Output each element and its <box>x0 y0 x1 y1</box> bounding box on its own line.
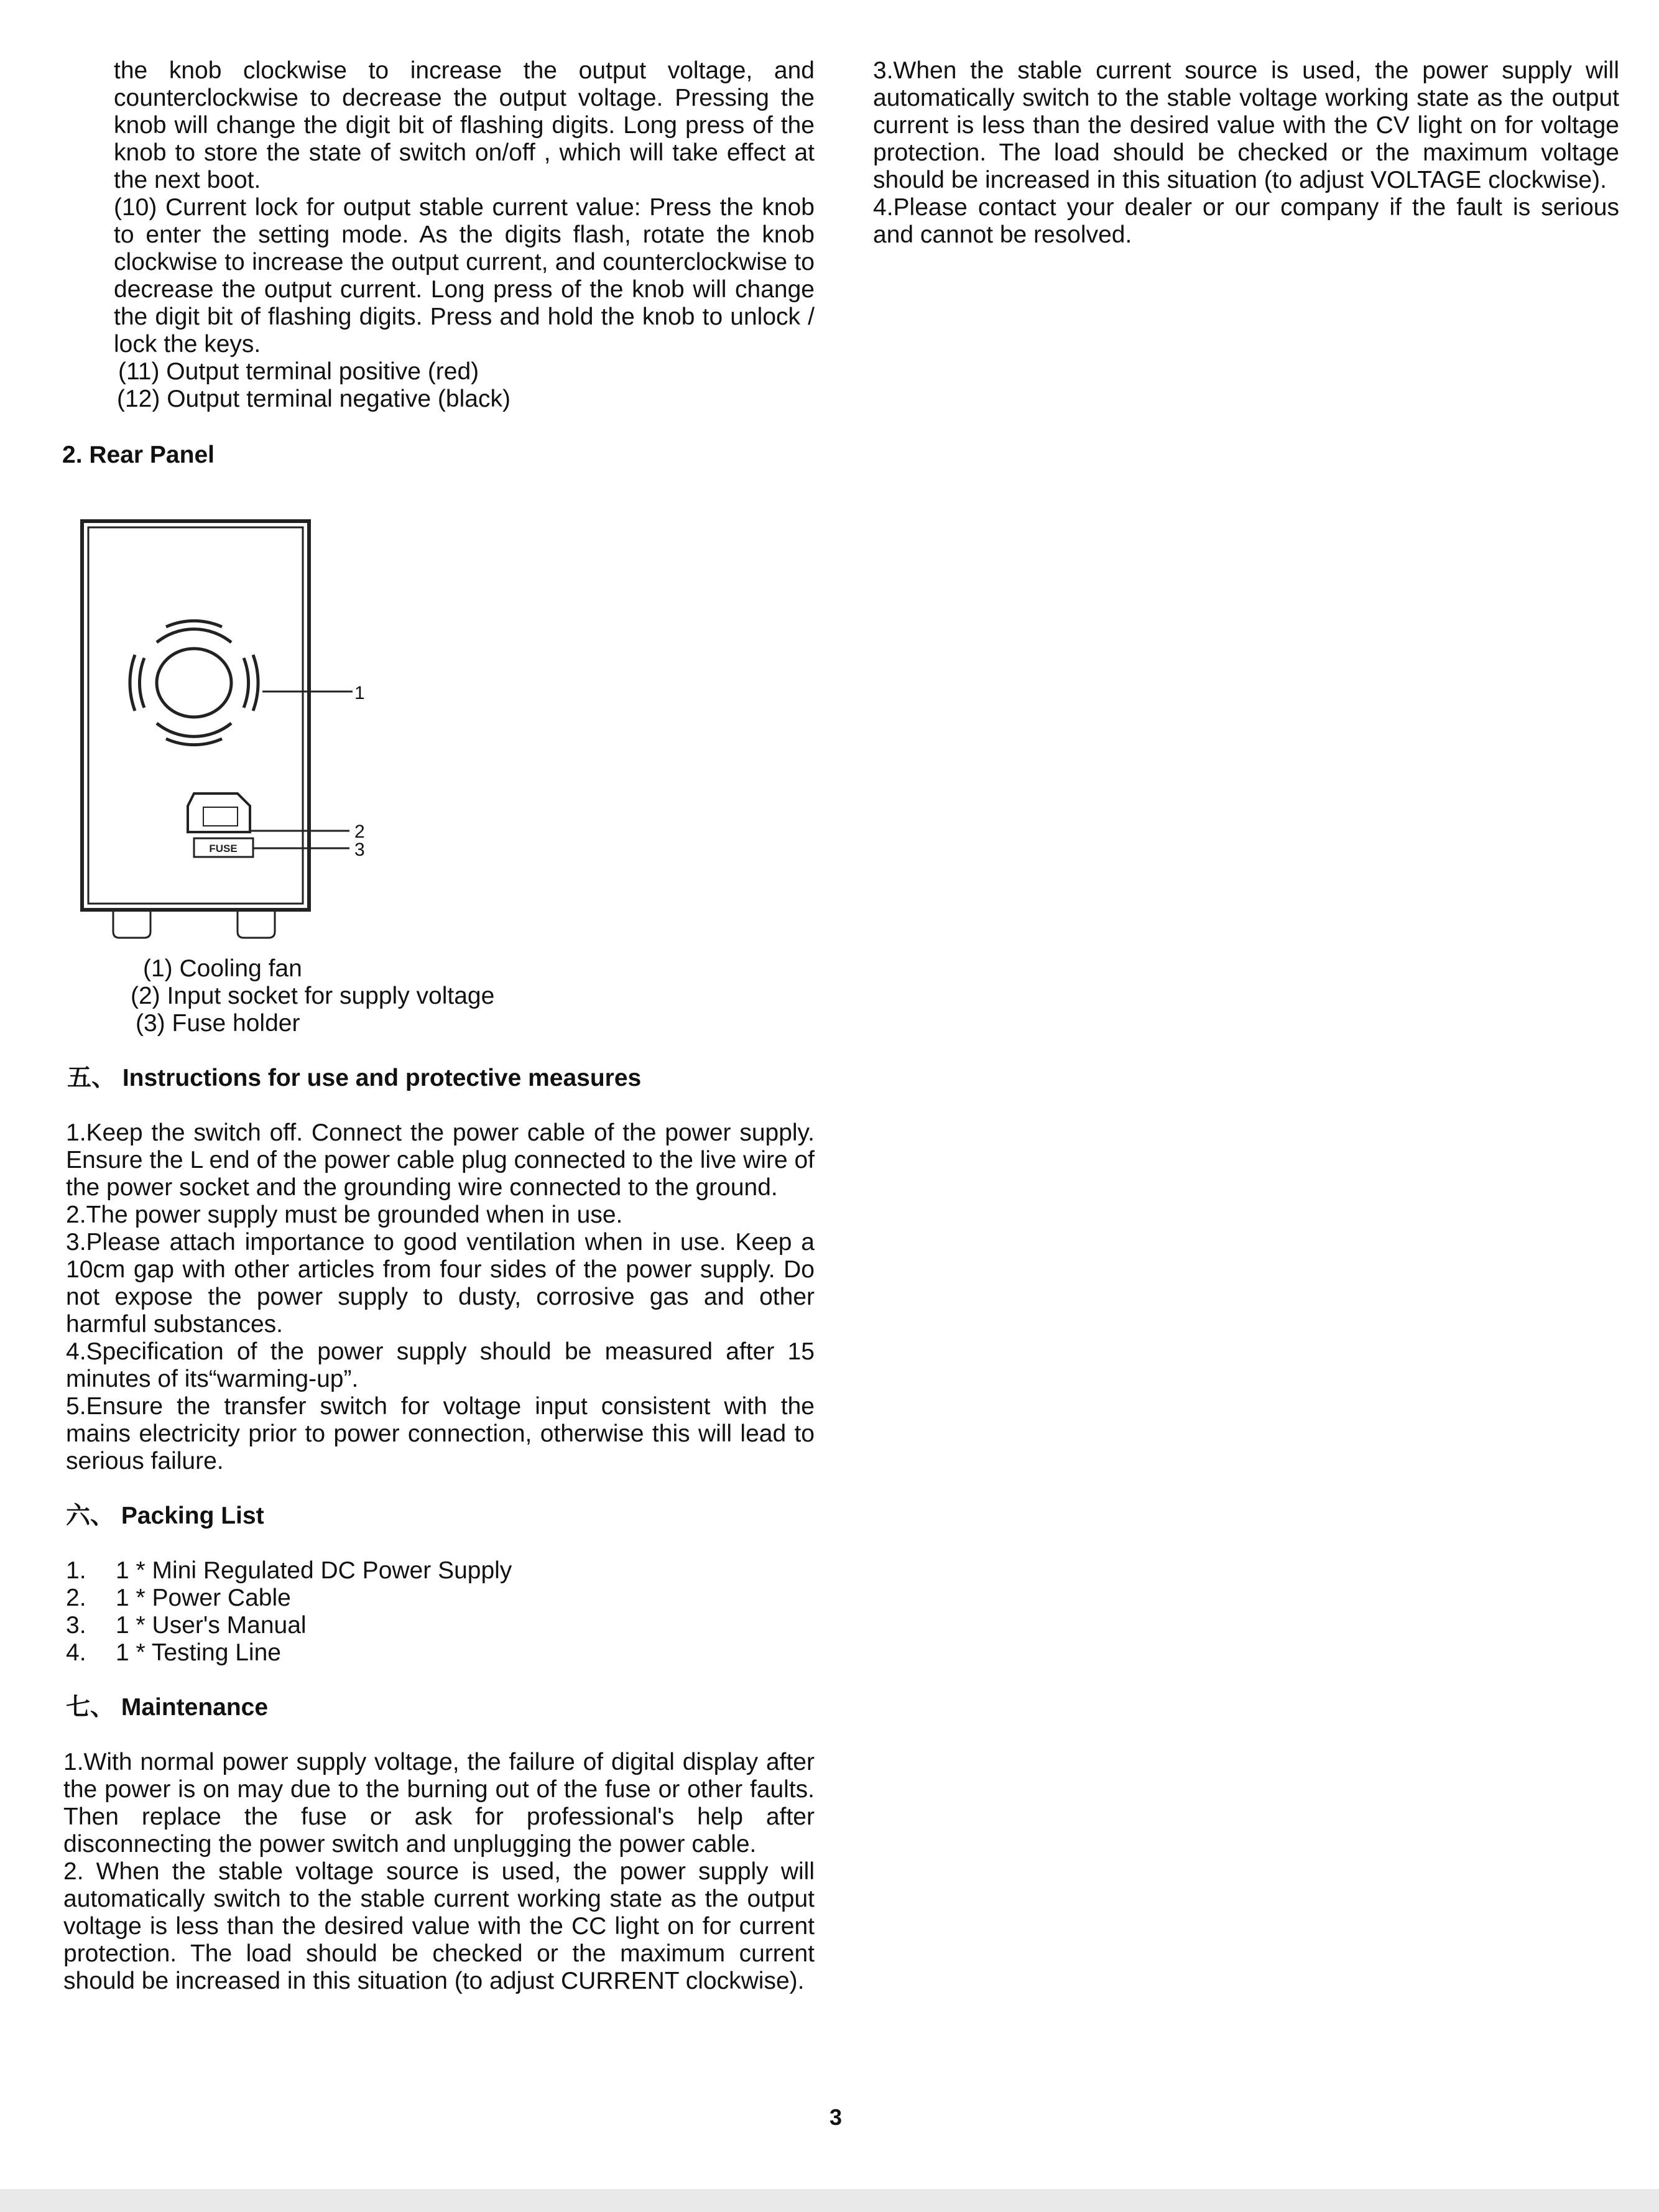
packing-list-item: 2. 1 * Power Cable <box>66 1585 291 1611</box>
packing-list-item: 1. 1 * Mini Regulated DC Power Supply <box>66 1557 512 1584</box>
rear-panel-heading: 2. Rear Panel <box>62 442 215 468</box>
section7-item-1: 1.With normal power supply voltage, the failure of digital display after the power is on may due to the burning out of the fuse or other faults. Then replace the fuse or ask for professional's help after disconnecting the power switch and unplugging the power cable. <box>63 1749 815 1858</box>
callout-1-label: 1 <box>354 683 365 703</box>
section7-body-left <box>62 1749 815 1995</box>
item-11-terminal-positive: (11) Output terminal positive (red) <box>118 358 479 385</box>
item-10-current-lock: (10) Current lock for output stable current value: Press the knob to enter the setting mode. As the digits flash, rotate the knob clockwise to increase the output current, and counterclockwise to decrease the output current. Long press of the knob will change the digit bit of flashing digits. Press and hold the knob to unlock / lock the keys. <box>114 194 815 358</box>
section5-body <box>62 1119 815 1475</box>
legend-item-3: (3) Fuse holder <box>136 1010 300 1037</box>
scan-bottom-edge <box>0 2189 1659 2212</box>
item-12-terminal-negative: (12) Output terminal negative (black) <box>117 386 511 412</box>
section7-item-3: 3.When the stable current source is used, the power supply will automatically switch to the stable voltage working state as the output current is less than the desired value with the CV light on for voltage protection. The load should be checked or the maximum voltage should be increased in this situation (to adjust VOLTAGE clockwise). <box>873 57 1619 193</box>
section7-item-4: 4.Please contact your dealer or our company if the fault is serious and cannot be resolved. <box>873 194 1619 248</box>
packing-list <box>66 1557 815 1667</box>
callout-3-label: 3 <box>354 840 365 860</box>
section5-heading: 五、 Instructions for use and protective measures <box>67 1065 642 1091</box>
rear-panel-legend <box>62 955 815 1037</box>
section5-item-3: 3.Please attach importance to good ventilation when in use. Keep a 10cm gap with other articles from four sides of the power supply. Do not expose the power supply to dusty, corrosive gas and other harmful substances. <box>66 1229 815 1338</box>
legend-item-2: (2) Input socket for supply voltage <box>131 983 495 1009</box>
section7-item-2: 2. When the stable voltage source is used, the power supply will automatically switch to the stable current working state as the output voltage is less than the desired value with the CC light on for current protection. The load should be checked or the maximum current should be increased in this situation (to adjust CURRENT clockwise). <box>63 1858 815 1994</box>
callout-2-label: 2 <box>354 821 365 842</box>
page-number: 3 <box>829 2104 843 2130</box>
section7-heading: 七、 Maintenance <box>66 1694 269 1721</box>
cooling-fan-icon <box>130 621 258 744</box>
socket-pin-area <box>203 807 238 826</box>
rear-panel-drawing <box>76 515 424 944</box>
section5-item-2: 2.The power supply must be grounded when in use. <box>66 1201 623 1228</box>
foot-right <box>238 910 275 938</box>
packing-list-item: 3. 1 * User's Manual <box>66 1612 307 1639</box>
right-column <box>873 57 1619 249</box>
rear-panel-diagram <box>76 515 424 944</box>
packing-list-item: 4. 1 * Testing Line <box>66 1639 281 1666</box>
left-column <box>62 57 815 1995</box>
section5-item-5: 5.Ensure the transfer switch for voltage input consistent with the mains electricity prior to power connection, otherwise this will lead to serious failure. <box>66 1393 815 1474</box>
section5-item-1: 1.Keep the switch off. Connect the power cable of the power supply. Ensure the L end of the power cable plug connected to the live wire of the power socket and the grounding wire connected to the ground. <box>66 1119 815 1201</box>
legend-item-1: (1) Cooling fan <box>143 955 302 982</box>
intro-continuation: the knob clockwise to increase the output voltage, and counterclockwise to decrease the output voltage. Pressing the knob will change the digit bit of flashing digits. Long press of the knob to store the state of switch on/off , which will take effect at the next boot. <box>114 57 815 193</box>
fuse-label: FUSE <box>209 843 238 854</box>
foot-left <box>113 910 150 938</box>
section5-item-4: 4.Specification of the power supply should be measured after 15 minutes of its“warming-up”. <box>66 1338 815 1392</box>
section6-heading: 六、 Packing List <box>66 1502 264 1529</box>
